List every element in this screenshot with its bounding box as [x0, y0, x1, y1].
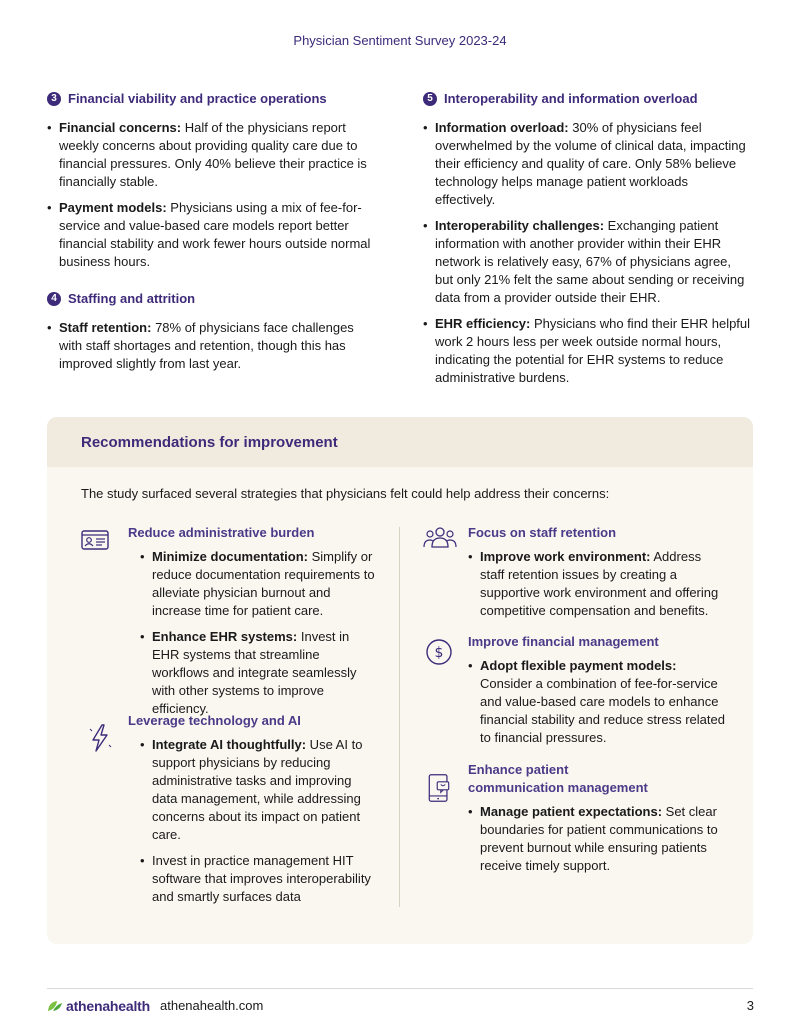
section-financial-heading	[47, 91, 377, 106]
lightning-icon	[85, 723, 115, 758]
rec-finance-block	[468, 633, 728, 755]
rec-comm-title-line2: communication management	[468, 780, 648, 795]
bullet-list	[423, 119, 751, 387]
rec-tech-block	[128, 712, 378, 914]
dollar-coin-icon	[424, 637, 454, 672]
rec-comm-title-line1: Enhance patient	[468, 762, 569, 777]
bullet-list	[47, 319, 377, 373]
section-number-badge: 5	[423, 92, 437, 106]
rec-finance-title: Improve financial management	[468, 634, 659, 649]
recommendations-title: Recommendations for improvement	[81, 434, 338, 451]
list-item: • Financial concerns: Half of the physicians report weekly concerns about providing quality care due to financial pressures. Only 40% believe their practice is financially stable.	[47, 119, 377, 191]
bullet-list	[47, 119, 377, 271]
list-item: • Minimize documentation: Simplify or reduce documentation requirements to alleviate physician burnout and increase time for patient care.	[140, 548, 378, 620]
section-title: Financial viability and practice operations	[68, 91, 327, 106]
bullet-list	[468, 803, 728, 875]
svg-text:$: $	[434, 645, 444, 661]
list-item: • Enhance EHR systems: Invest in EHR systems that streamline workflows and integrate seamlessly with other systems to improve efficiency.	[140, 628, 378, 718]
list-item: • Invest in practice management HIT software that improves interoperability and smartly surfaces data	[140, 852, 378, 906]
rec-admin-title: Reduce administrative burden	[128, 525, 315, 540]
bullet-list	[468, 657, 728, 747]
bullet-list	[140, 736, 378, 906]
leaf-icon	[47, 999, 63, 1013]
rec-admin-block	[128, 524, 378, 726]
page-number: 3	[746, 998, 754, 1013]
rec-tech-title: Leverage technology and AI	[128, 713, 301, 728]
list-item: • Manage patient expectations: Set clear boundaries for patient communications to prevent burnout while ensuring patients receive timely support.	[468, 803, 728, 875]
section-title: Staffing and attrition	[68, 291, 196, 306]
rec-staff-block	[468, 524, 728, 628]
id-card-icon	[80, 525, 110, 560]
list-item: • Integrate AI thoughtfully: Use AI to support physicians by reducing administrative tasks and improving data management, while addressing concerns about its impact on patient care.	[140, 736, 378, 844]
list-item: • EHR efficiency: Physicians who find their EHR helpful work 2 hours less per week outside normal hours, indicating the potential for EHR systems to reduce administrative burdens.	[423, 315, 751, 387]
rec-staff-title: Focus on staff retention	[468, 525, 617, 540]
list-item: • Improve work environment: Address staff retention issues by creating a supportive work environment and offering competitive compensation and benefits.	[468, 548, 728, 620]
footer-divider	[47, 988, 753, 989]
section-interoperability	[423, 91, 751, 395]
section-number-badge: 3	[47, 92, 61, 106]
section-staffing	[47, 291, 377, 381]
logo-wordmark: athenahealth	[66, 998, 150, 1014]
rec-comm-block	[468, 761, 728, 883]
list-item: • Staff retention: 78% of physicians face challenges with staff shortages and retention, though this has improved slightly from last year.	[47, 319, 377, 373]
section-financial	[47, 91, 377, 279]
list-item: • Adopt flexible payment models: Consider a combination of fee-for-service and value-based care models to enhance financial stability and reduce stress related to financial pressures.	[468, 657, 728, 747]
footer-url-link[interactable]: athenahealth.com	[160, 998, 264, 1013]
section-staffing-heading	[47, 291, 377, 306]
page-header-title: Physician Sentiment Survey 2023-24	[293, 33, 507, 48]
list-item: • Payment models: Physicians using a mix of fee-for-service and value-based care models report better financial stability and work fewer hours outside normal business hours.	[47, 199, 377, 271]
people-group-icon	[422, 523, 458, 558]
athenahealth-logo	[47, 998, 150, 1014]
column-divider	[399, 527, 400, 907]
tablet-chat-icon	[424, 773, 454, 808]
section-number-badge: 4	[47, 292, 61, 306]
recommendations-intro: The study surfaced several strategies that physicians felt could help address their concerns:	[81, 486, 610, 501]
section-title: Interoperability and information overload	[444, 91, 698, 106]
recommendations-card	[47, 417, 753, 944]
list-item: • Information overload: 30% of physicians feel overwhelmed by the volume of clinical data, impacting their efficiency and quality of care. Only 58% believe technology helps manage patient workloads effectively.	[423, 119, 751, 209]
bullet-list	[468, 548, 728, 620]
section-interoperability-heading	[423, 91, 751, 106]
list-item: • Interoperability challenges: Exchanging patient information with another provider within their EHR network is relatively easy, 67% of physicians agree, but only 21% felt the same about sending or receiving data from a provider outside their EHR.	[423, 217, 751, 307]
bullet-list	[140, 548, 378, 718]
